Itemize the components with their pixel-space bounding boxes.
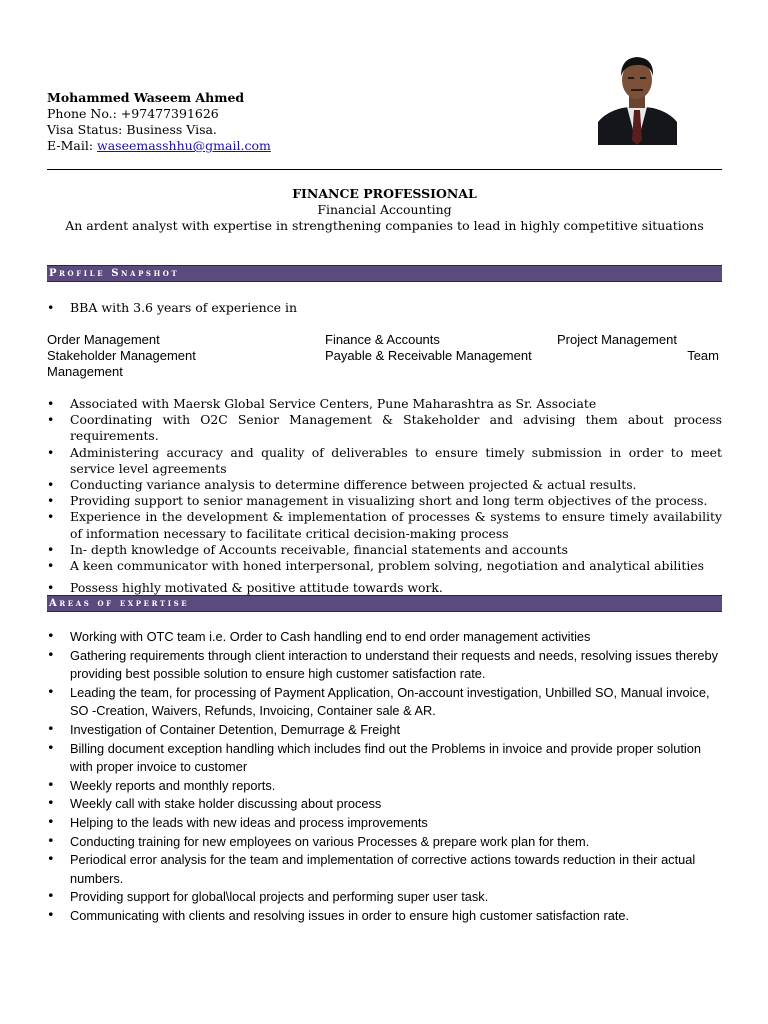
email-label: E-Mail: [47,138,98,153]
skills-row [47,364,722,380]
list-item: • Communicating with clients and resolving issues in order to ensure high customer satisfaction rate. [47,907,723,926]
profile-snapshot-heading: Profile Snapshot [49,268,180,279]
field-subtitle: Financial Accounting [317,202,452,217]
phone-number: Phone No.: +97477391626 [47,106,219,121]
list-item: • Periodical error analysis for the team and implementation of corrective actions towards reduction in their actual numbers. [47,851,723,888]
email-link[interactable]: waseemasshhu@gmail.com [97,138,271,153]
skill-item: Finance & Accounts [325,332,440,347]
skills-row [47,332,722,348]
profile-photo [598,50,677,145]
role-title: FINANCE PROFESSIONAL [292,186,477,201]
list-item: • In- depth knowledge of Accounts receivable, financial statements and accounts [47,542,722,558]
skills-grid [47,332,722,380]
list-item: • Coordinating with O2C Senior Management & Stakeholder and advising them about process requirements. [47,412,722,444]
list-item: • Possess highly motivated & positive attitude towards work. [47,580,722,596]
list-item: • Administering accuracy and quality of deliverables to ensure timely submission in order to meet service level agreements [47,445,722,477]
list-item: • Experience in the development & implementation of processes & systems to ensure timely availability of information necessary to facilitate critical decision-making process [47,509,722,541]
list-item: • Helping to the leads with new ideas and process improvements [47,814,723,833]
expertise-bullet-list [47,628,723,926]
list-item: • A keen communicator with honed interpersonal, problem solving, negotiation and analytical abilities [47,558,722,574]
skill-item: Team [687,348,719,363]
skill-item: Payable & Receivable Management [325,348,532,363]
list-item: • Weekly call with stake holder discussing about process [47,795,723,814]
profile-snapshot-heading-bar [47,265,722,282]
profile-bullet-list [47,396,722,596]
candidate-name: Mohammed Waseem Ahmed [47,90,245,105]
list-item: • Providing support to senior management in visualizing short and long term objectives of the process. [47,493,722,509]
skills-row [47,348,722,364]
portrait-image [598,50,677,145]
title-block [47,186,722,234]
list-item: • Billing document exception handling which includes find out the Problems in invoice and provide proper solution with proper invoice to customer [47,740,723,777]
skill-item: Order Management [47,332,160,347]
contact-header [47,90,271,154]
list-item: • Gathering requirements through client interaction to understand their requests and needs, resolving issues thereby providing best possible solution to ensure high customer satisfaction rate. [47,647,723,684]
list-item: • Working with OTC team i.e. Order to Cash handling end to end order management activities [47,628,723,647]
skill-item: Management [47,364,123,379]
header-divider [47,169,722,170]
skill-item: Project Management [557,332,677,347]
skill-item: Stakeholder Management [47,348,196,363]
areas-of-expertise-heading: Areas of expertise [49,598,190,609]
email-line [47,138,271,154]
tagline: An ardent analyst with expertise in strengthening companies to lead in highly competitive situations [65,218,704,233]
visa-status: Visa Status: Business Visa. [47,122,217,137]
areas-of-expertise-heading-bar [47,595,722,612]
list-item: • BBA with 3.6 years of experience in [47,300,722,316]
list-item: • Conducting variance analysis to determine difference between projected & actual results. [47,477,722,493]
list-item: • Providing support for global\local projects and performing super user task. [47,888,723,907]
list-item: • Associated with Maersk Global Service Centers, Pune Maharashtra as Sr. Associate [47,396,722,412]
list-item: • Investigation of Container Detention, Demurrage & Freight [47,721,723,740]
list-item: • Leading the team, for processing of Payment Application, On-account investigation, Unbilled SO, Manual invoice, SO -Creation, Waivers, Refunds, Invoicing, Container sale & AR. [47,684,723,721]
list-item: • Weekly reports and monthly reports. [47,777,723,796]
profile-intro [47,300,722,316]
list-item: • Conducting training for new employees on various Processes & prepare work plan for them. [47,833,723,852]
